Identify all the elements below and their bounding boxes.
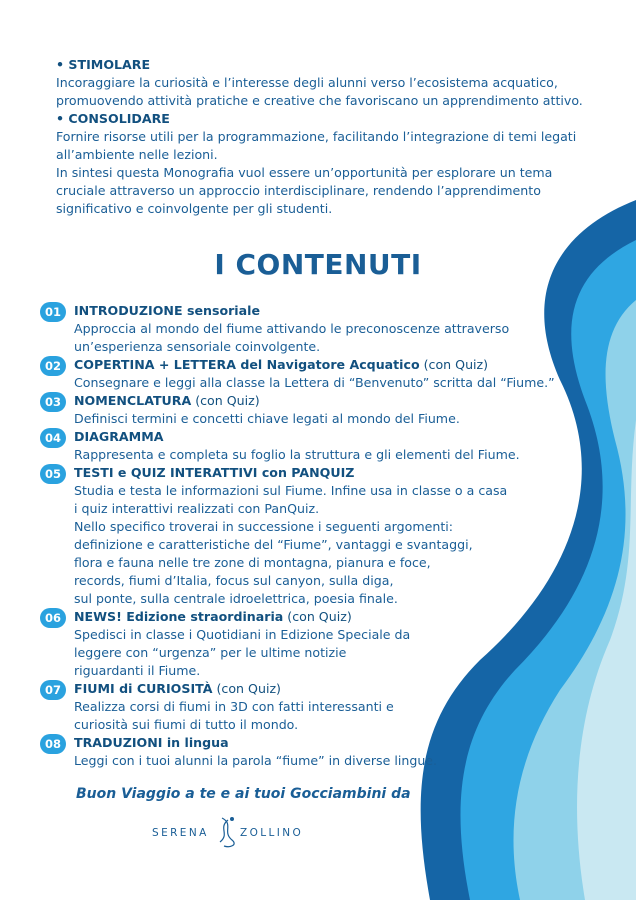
item-title-note: (con Quiz) [283,609,352,624]
logo-drop-icon [220,818,234,847]
bullet-stimolare-heading: • STIMOLARE [56,57,151,72]
item-description-line: Spedisci in classe i Quotidiani in Edizione Speciale da [74,627,411,642]
item-title-bold: TESTI e QUIZ INTERATTIVI con PANQUIZ [74,465,355,480]
item-number-badge: 03 [40,392,66,412]
item-title [74,356,560,374]
item-description-line: riguardanti il Fiume. [74,663,201,678]
item-description-line: leggere con “urgenza” per le ultime notizie [74,645,347,660]
content-item-04 [40,428,560,464]
item-title-bold: COPERTINA + LETTERA del Navigatore Acquatico [74,357,420,372]
section-title: I CONTENUTI [214,248,422,281]
item-title-bold: TRADUZIONI in lingua [74,735,229,750]
item-title-bold: INTRODUZIONE sensoriale [74,303,260,318]
item-title [74,302,560,320]
item-number-badge: 01 [40,302,66,322]
item-description-line: Rappresenta e completa su foglio la struttura e gli elementi del Fiume. [74,447,520,462]
item-title [74,608,560,626]
content-item-07 [40,680,560,734]
item-description-line: Approccia al mondo del fiume attivando le preconoscenze attraverso [74,321,510,336]
item-description-line: Leggi con i tuoi alunni la parola “fiume” in diverse lingue. [74,753,438,768]
item-description-line: i quiz interattivi realizzati con PanQuiz. [74,501,320,516]
item-description-line: Definisci termini e concetti chiave legati al mondo del Fiume. [74,411,460,426]
item-title-bold: NEWS! Edizione straordinaria [74,609,284,624]
item-title-note: (con Quiz) [191,393,260,408]
item-description-line: curiosità sui fiumi di tutto il mondo. [74,717,299,732]
content-item-03 [40,392,560,428]
content-item-06 [40,608,560,680]
summary-paragraph: In sintesi questa Monografia vuol essere un’opportunità per esplorare un tema cruciale attraverso un approccio interdisciplinare, rendendo l’apprendimento significativo e coinvolgente per gli studenti. [56,165,553,216]
item-number-badge: 05 [40,464,66,484]
item-title-note: (con Quiz) [212,681,281,696]
bullet-consolidare-heading: • CONSOLIDARE [56,111,170,126]
item-description-line: un’esperienza sensoriale coinvolgente. [74,339,321,354]
content-item-08 [40,734,560,770]
item-number-badge: 07 [40,680,66,700]
item-description-line: definizione e caratteristiche del “Fiume”, vantaggi e svantaggi, [74,537,473,552]
item-number-badge: 04 [40,428,66,448]
logo-text-right: ZOLLINO [240,827,304,839]
item-number-badge: 06 [40,608,66,628]
contents-list [40,302,560,770]
item-title-note: (con Quiz) [419,357,489,372]
item-title [74,392,560,410]
serena-zollino-logo [152,812,322,850]
closing-line: Buon Viaggio a te e ai tuoi Gocciambini da [76,786,411,802]
content-item-05 [40,464,560,608]
item-title [74,464,560,482]
item-number-badge: 08 [40,734,66,754]
intro-block [56,56,596,218]
content-item-02 [40,356,560,392]
bullet-consolidare-text: Fornire risorse utili per la programmazione, facilitando l’integrazione di temi legati all’ambiente nelle lezioni. [56,129,577,162]
item-number-badge: 02 [40,356,66,376]
content-item-01 [40,302,560,356]
item-title [74,428,560,446]
item-description-line: records, fiumi d’Italia, focus sul canyon, sulla diga, [74,573,394,588]
item-description-line: Realizza corsi di fiumi in 3D con fatti interessanti e [74,699,394,714]
item-title-bold: NOMENCLATURA [74,393,192,408]
item-title [74,680,560,698]
item-description-line: flora e fauna nelle tre zone di montagna, pianura e foce, [74,555,431,570]
item-description-line: Consegnare e leggi alla classe la Lettera di “Benvenuto” scritta dal “Fiume.” [74,375,555,390]
item-title-bold: DIAGRAMMA [74,429,164,444]
item-description-line: Studia e testa le informazioni sul Fiume. Infine usa in classe o a casa [74,483,508,498]
logo-text-left: SERENA [152,827,209,839]
bullet-stimolare-text: Incoraggiare la curiosità e l’interesse degli alunni verso l’ecosistema acquatico, promuovendo attività pratiche e creative che favoriscano un apprendimento attivo. [56,75,583,108]
item-description-line: sul ponte, sulla centrale idroelettrica, poesia finale. [74,591,398,606]
item-title-bold: FIUMI di CURIOSITÀ [74,681,213,696]
item-title [74,734,560,752]
item-description-line: Nello specifico troverai in successione i seguenti argomenti: [74,519,453,534]
